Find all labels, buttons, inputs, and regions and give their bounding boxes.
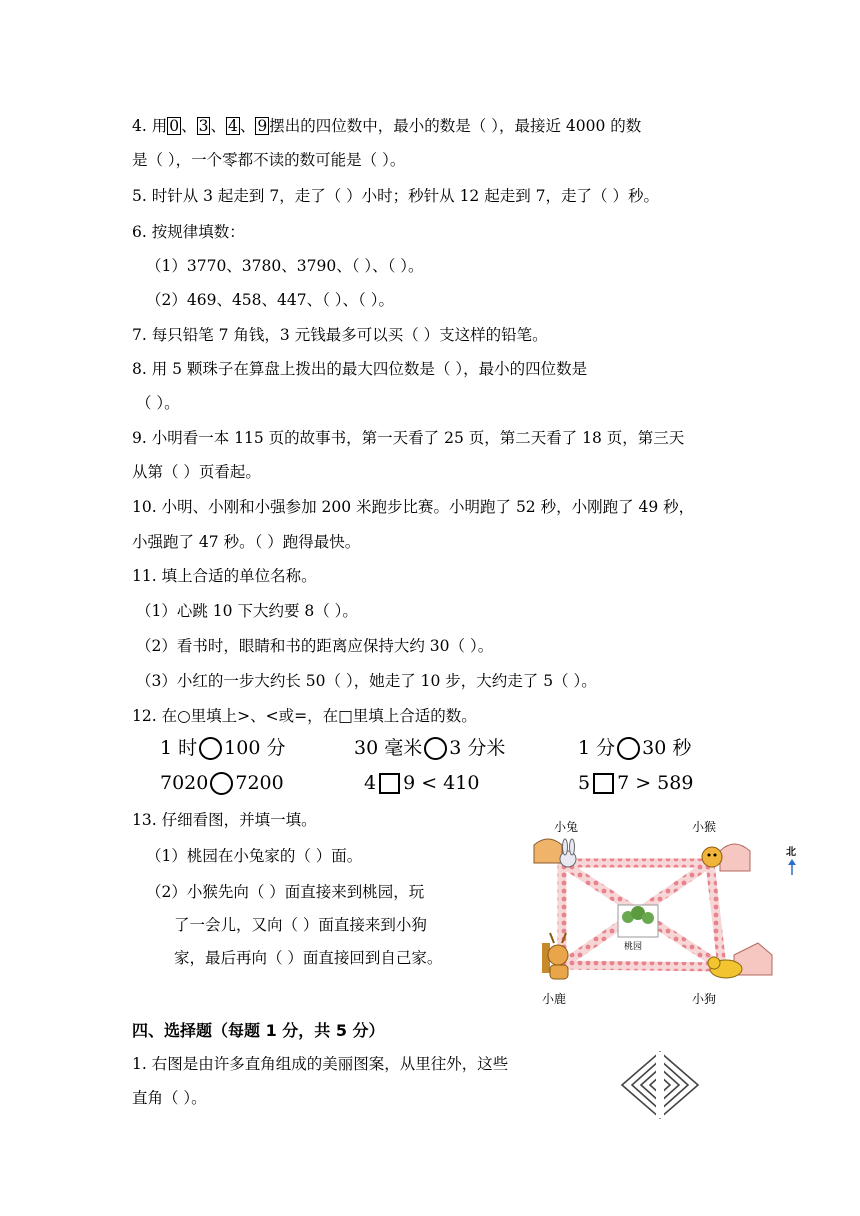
q4-line2: 是（ ），一个零都不读的数可能是（ ）。 <box>132 151 406 169</box>
section-4-heading: 四、选择题（每题 1 分，共 5 分） <box>132 1021 385 1040</box>
fill-right: 7 > 589 <box>617 772 694 794</box>
fill-2 <box>578 771 693 795</box>
q6-sub2: （2）469、458、447、（ ）、（ ）。 <box>146 291 394 309</box>
deer-icon <box>542 933 568 979</box>
direction-map <box>520 815 820 1015</box>
fill-right: 9 < 410 <box>403 772 480 794</box>
compare-3 <box>578 736 691 760</box>
digit-card-4: 4 <box>228 117 238 135</box>
q12-title: 12. 在○里填上>、<或=，在□里填上合适的数。 <box>132 707 477 725</box>
q11-sub1: （1）心跳 10 下大约要 8（ ）。 <box>136 602 358 620</box>
q11-title: 11. 填上合适的单位名称。 <box>132 567 317 585</box>
map-label-dog: 小狗 <box>692 992 717 1006</box>
compare-right: 30 秒 <box>642 737 692 759</box>
q9-line1: 9. 小明看一本 115 页的故事书，第一天看了 25 页，第二天看了 18 页，第三天 <box>132 429 685 447</box>
compare-1 <box>160 736 285 760</box>
q10-line1: 10. 小明、小刚和小强参加 200 米跑步比赛。小明跑了 52 秒，小刚跑了 49 秒， <box>132 498 695 516</box>
compare-2 <box>354 736 505 760</box>
s4q1-line2: 直角（ ）。 <box>132 1089 207 1107</box>
map-label-monkey: 小猴 <box>692 820 717 834</box>
map-label-rabbit: 小兔 <box>554 820 579 834</box>
fill-left: 5 <box>578 772 591 794</box>
q13-sub1: （1）桃园在小兔家的（ ）面。 <box>146 847 363 865</box>
digit-card-0: 0 <box>169 117 180 135</box>
compare-right: 3 分米 <box>449 737 506 759</box>
q13-sub2c: 家，最后再向（ ）面直接回到自己家。 <box>174 949 443 967</box>
answer-circle[interactable] <box>210 772 233 795</box>
q6-title: 6. 按规律填数： <box>132 223 245 241</box>
fill-left: 4 <box>364 772 377 794</box>
digit-card-9: 9 <box>257 117 268 135</box>
answer-square[interactable] <box>379 773 400 794</box>
q4-sep: 、 <box>181 117 197 135</box>
q13-title: 13. 仔细看图，并填一填。 <box>132 811 317 829</box>
answer-circle[interactable] <box>424 737 447 760</box>
q8-line2: （ ）。 <box>136 394 180 412</box>
q13-sub2a: （2）小猴先向（ ）面直接来到桃园，玩 <box>146 883 425 901</box>
north-label: 北 <box>786 847 796 858</box>
north-arrow-icon <box>788 859 796 875</box>
q8-line1: 8. 用 5 颗珠子在算盘上拨出的最大四位数是（ ），最小的四位数是 <box>132 360 588 378</box>
compare-left: 7020 <box>160 772 209 794</box>
digit-card-3: 3 <box>198 117 209 135</box>
q7: 7. 每只铅笔 7 角钱，3 元钱最多可以买（ ）支这样的铅笔。 <box>132 326 548 344</box>
q4-text-b: 摆出的四位数中，最小的数是（ ），最接近 4000 的数 <box>269 117 642 135</box>
peach-orchard-icon <box>618 905 658 937</box>
q11-sub2: （2）看书时，眼睛和书的距离应保持大约 30（ ）。 <box>136 637 494 655</box>
compare-right: 7200 <box>235 772 284 794</box>
rabbit-house-icon <box>534 839 576 867</box>
map-label-deer: 小鹿 <box>542 992 567 1006</box>
q4-sep: 、 <box>239 117 256 135</box>
q4-sep: 、 <box>210 117 226 135</box>
monkey-house-icon <box>702 844 750 871</box>
map-label-peach: 桃园 <box>624 942 643 952</box>
q6-sub1: （1）3770、3780、3790、（ ）、（ ）。 <box>146 257 424 275</box>
q10-line2: 小强跑了 47 秒。（ ）跑得最快。 <box>132 533 361 551</box>
q9-line2: 从第（ ）页看起。 <box>132 463 261 481</box>
answer-circle[interactable] <box>617 737 640 760</box>
compare-left: 1 时 <box>160 737 198 759</box>
q4-text-a: 4. 用 <box>132 117 168 135</box>
fill-1 <box>364 771 479 795</box>
q11-sub3: （3）小红的一步大约长 50（ ），她走了 10 步，大约走了 5（ ）。 <box>136 672 597 690</box>
q13-sub2b: 了一会儿，又向（ ）面直接来到小狗 <box>174 916 427 934</box>
compare-right: 100 分 <box>224 737 286 759</box>
compare-left: 30 毫米 <box>354 737 423 759</box>
right-angle-pattern-icon <box>620 1050 700 1120</box>
answer-square[interactable] <box>593 773 614 794</box>
compare-left: 1 分 <box>578 737 616 759</box>
answer-circle[interactable] <box>199 737 222 760</box>
compare-4 <box>160 771 284 795</box>
q4-line1 <box>132 116 641 136</box>
s4q1-line1: 1. 右图是由许多直角组成的美丽图案，从里往外，这些 <box>132 1055 509 1073</box>
q5: 5. 时针从 3 起走到 7，走了（ ）小时；秒针从 12 起走到 7，走了（ ）秒。 <box>132 187 659 205</box>
